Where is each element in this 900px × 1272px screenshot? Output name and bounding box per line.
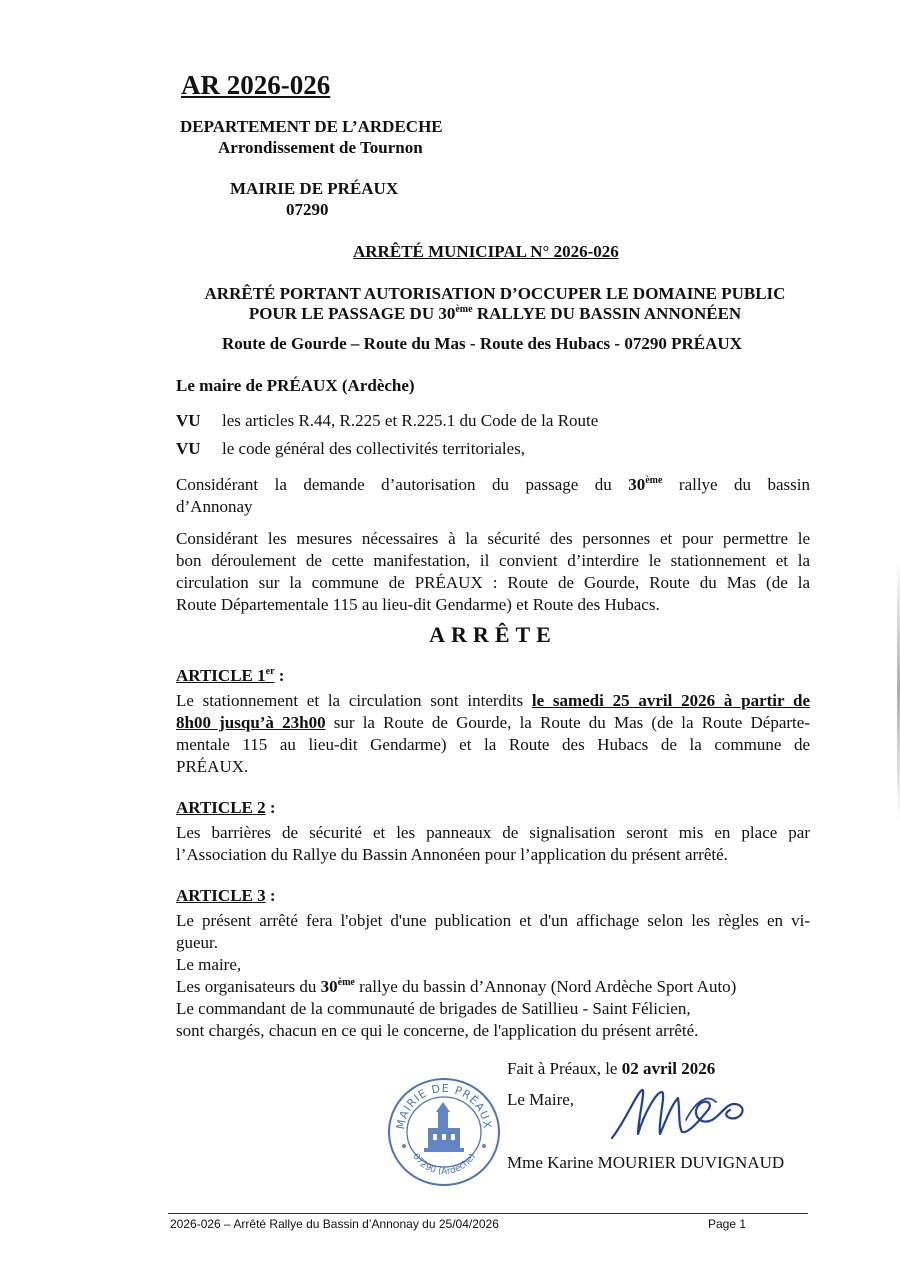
mairie-stamp	[386, 1076, 502, 1188]
svg-text:07290 (Ardèche): 07290 (Ardèche)	[410, 1151, 478, 1178]
footer-divider	[168, 1213, 808, 1214]
signatory-name: Mme Karine MOURIER DUVIGNAUD	[507, 1153, 785, 1172]
mairie-name: MAIRIE DE PRÉAUX	[230, 179, 399, 198]
mayor-heading: Le maire de PRÉAUX (Ardèche)	[176, 376, 415, 395]
considerant-safety: Considérant les mesures nécessaires à la sécurité des personnes et pour permettre le bon déroulement de cette manifestation, il convient d’interdire le stationnement et la circulation sur la commune de PRÉAUX : Route de Gourde, Route du Mas (de la Route Départementale 115 au lieu-dit Gendarme) et Route des Hubacs.	[176, 529, 810, 614]
considerant-request: Considérant la demande d’autorisation du passage du 30ème rallye du bassin d’Annonay	[176, 475, 811, 516]
arrete-subject-line-1: ARRÊTÉ PORTANT AUTORISATION D’OCCUPER LE DOMAINE PUBLIC	[204, 284, 786, 303]
vu-line-2: VU le code général des collectivités territoriales,	[176, 439, 526, 458]
arrondissement-name: Arrondissement de Tournon	[218, 138, 423, 157]
article-3-body: Le présent arrêté fera l'objet d'une publication et d'un affichage selon les règles en vi- gueur. Le maire, Les organisateurs du 30ème rallye du bassin d’Annonay (Nord Ardèche Sport Auto) Le commandant de la communauté de brigades de Satillieu - Saint Félicien, sont chargés, chacun en ce qui le concerne, de l'application du présent arrêté.	[176, 911, 810, 1040]
signature-role: Le Maire,	[507, 1090, 575, 1109]
article-1-body: Le stationnement et la circulation sont interdits le samedi 25 avril 2026 à partir de 8h00 jusqu’à 23h00 sur la Route de Gourde, la Route du Mas (de la Route Départe- mentale 115 au lieu-dit Gendarme) et la Route des Hubacs de la commune de PRÉAUX.	[176, 691, 810, 776]
article-1-title: ARTICLE 1er :	[176, 666, 285, 685]
mayor-signature	[608, 1080, 758, 1144]
mairie-postcode: 07290	[286, 200, 329, 219]
signature-place-date: Fait à Préaux, le 02 avril 2026	[507, 1059, 716, 1078]
document-reference: AR 2026-026	[181, 70, 331, 100]
article-2-body: Les barrières de sécurité et les panneaux de signalisation seront mis en place par l’Association du Rallye du Bassin Annonéen pour l’application du présent arrêté.	[176, 823, 810, 864]
arrete-number: ARRÊTÉ MUNICIPAL N° 2026-026	[353, 242, 619, 261]
routes-subtitle: Route de Gourde – Route du Mas - Route des Hubacs - 07290 PRÉAUX	[222, 334, 742, 353]
article-2-title: ARTICLE 2 :	[176, 798, 276, 817]
footer-reference: 2026-026 – Arrêté Rallye du Bassin d’Annonay du 25/04/2026	[170, 1217, 499, 1231]
svg-text:MAIRIE DE PRÉAUX: MAIRIE DE PRÉAUX	[393, 1081, 495, 1131]
arrete-heading: ARRÊTE	[429, 622, 557, 647]
department-name: DEPARTEMENT DE L’ARDECHE	[180, 117, 443, 136]
arrete-subject-line-2: POUR LE PASSAGE DU 30ème RALLYE DU BASSIN ANNONÉEN	[248, 304, 742, 323]
page-number: Page 1	[708, 1217, 747, 1231]
vu-line-1: VU les articles R.44, R.225 et R.225.1 du Code de la Route	[176, 411, 599, 430]
article-3-title: ARTICLE 3 :	[176, 886, 276, 905]
